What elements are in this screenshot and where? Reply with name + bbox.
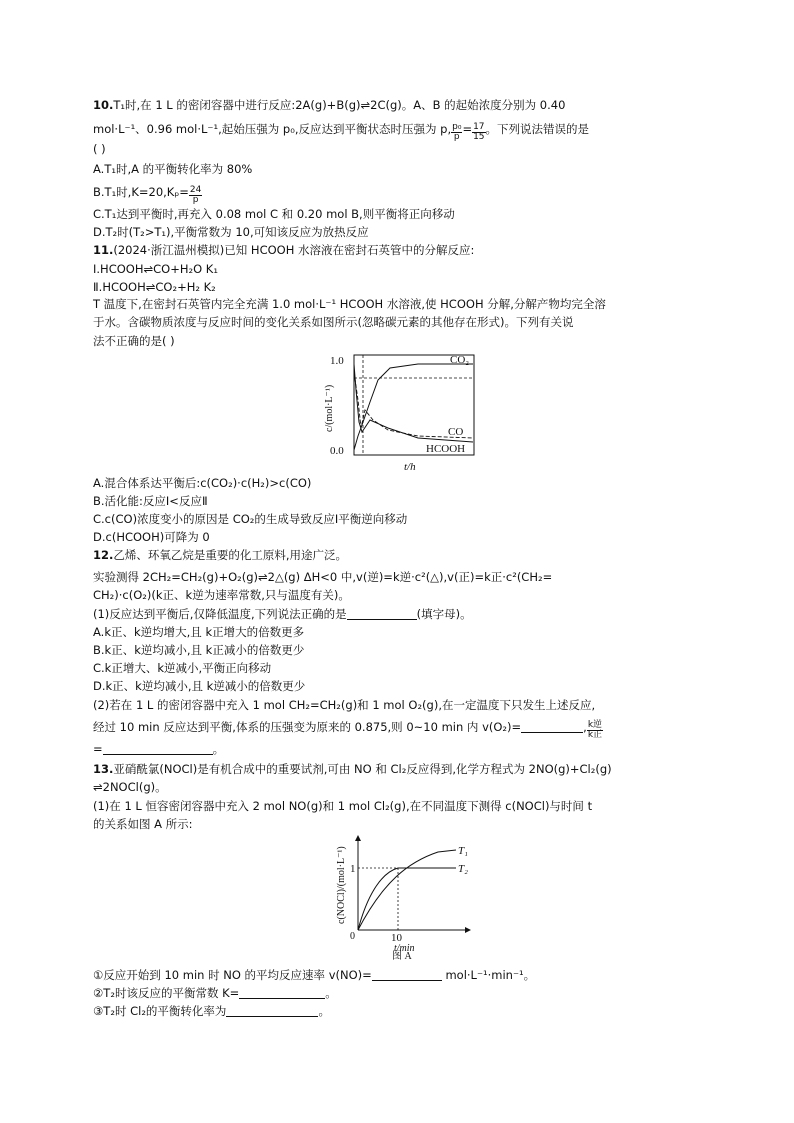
q11-option-a: A.混合体系达平衡后:c(CO₂)·c(H₂)>c(CO) — [93, 476, 312, 490]
q12-v-o2-answer-blank[interactable] — [521, 720, 583, 733]
q12-part2-line3: = 。 — [93, 742, 225, 756]
q12-line3: CH₂)·c(O₂)(k正、k逆为速率常数,只与温度有关)。 — [93, 588, 350, 602]
q10-equals: = — [462, 122, 473, 136]
q10-number: 10. — [93, 98, 114, 112]
q10-fraction-24-p: $\frac{24}{p}$ — [189, 185, 202, 205]
q10-equilibrium-sign: ⇌ — [360, 98, 371, 112]
q10-option-d: D.T₂时(T₂>T₁),平衡常数为 10,可知该反应为放热反应 — [93, 225, 369, 239]
q12-part2-line2: 经过 10 min 反应达到平衡,体系的压强变为原来的 0.875,则 0~10 min 内 v(O₂)= , $\frac{\text{k逆}}{\text{k正}}$ — [93, 720, 603, 740]
q12-k-ratio-answer-blank[interactable] — [103, 742, 213, 755]
q13-sub3: ③T₂时 Cl₂的平衡转化率为 。 — [93, 1004, 330, 1018]
q13-conversion-answer-blank[interactable] — [226, 1004, 318, 1017]
q13-sub2: ②T₂时该反应的平衡常数 K= 。 — [93, 986, 337, 1000]
q11-option-c: C.c(CO)浓度变小的原因是 CO₂的生成导致反应Ⅰ平衡逆向移动 — [93, 512, 408, 526]
q12-option-d: D.k正、k逆均减小,且 k逆减小的倍数更少 — [93, 679, 306, 693]
q10-fraction-p0-p: $\frac{\text{p₀}}{p}$ — [452, 122, 462, 142]
q12-option-b: B.k正、k逆均减小,且 k正减小的倍数更少 — [93, 643, 305, 657]
chart2-x-axis-label: t/min — [394, 943, 415, 954]
q10-text-2b: 。下列说法错误的是 — [485, 122, 590, 136]
q12-k-ratio-fraction: $\frac{\text{k逆}}{\text{k正}}$ — [587, 720, 603, 740]
q11-reaction-2: Ⅱ.HCOOH⇌CO₂+H₂ K₂ — [93, 280, 216, 294]
q13-sub1: ①反应开始到 10 min 时 NO 的平均反应速率 v(NO)= mol·L⁻¹·min⁻¹。 — [93, 968, 536, 982]
q12-part2-line1: (2)若在 1 L 的密闭容器中充入 1 mol CH₂=CH₂(g)和 1 mol O₂(g),在一定温度下只发生上述反应, — [93, 698, 596, 712]
q10-text-1b: 2C(g)。A、B 的起始浓度分别为 0.40 — [370, 98, 566, 112]
q13-line2: ⇌2NOCl(g)。 — [93, 780, 167, 794]
q13-figure-a-chart — [328, 832, 478, 960]
q11-line2: T 温度下,在密封石英管内完全充满 1.0 mol·L⁻¹ HCOOH 水溶液,使 HCOOH 分解,分解产物均完全溶 — [93, 297, 606, 311]
q11-line4: 法不正确的是( ) — [93, 334, 175, 348]
q11-reaction-1: Ⅰ.HCOOH⇌CO+H₂O K₁ — [93, 262, 218, 276]
q13-line1: 13.亚硝酰氯(NOCl)是有机合成中的重要试剂,可由 NO 和 Cl₂反应得到,化学方程式为 2NO(g)+Cl₂(g) — [93, 762, 612, 776]
q10-line1 — [93, 98, 565, 113]
q11-number: 11. — [93, 243, 114, 257]
q12-option-a: A.k正、k逆均增大,且 k正增大的倍数更多 — [93, 625, 305, 639]
chart1-ytick-top: 1.0 — [330, 355, 344, 367]
q10-fraction-17-15: $\frac{17}{15}$ — [473, 122, 485, 142]
chart2-caption: 图 A — [392, 951, 412, 960]
q10-line2 — [93, 122, 589, 142]
q12-part1-answer-blank[interactable] — [347, 607, 417, 620]
q12-part1: (1)反应达到平衡后,仅降低温度,下列说法正确的是 (填字母)。 — [93, 607, 472, 621]
q11-line1: 11.(2024·浙江温州模拟)已知 HCOOH 水溶液在密封石英管中的分解反应: — [93, 243, 475, 257]
q11-line3: 于水。含碳物质浓度与反应时间的变化关系如图所示(忽略碳元素的其他存在形式)。下列有关说 — [93, 315, 574, 329]
q10-answer-paren: ( ) — [93, 142, 106, 156]
q13-line4: 的关系如图 A 所示: — [93, 817, 193, 831]
chart2-xtick-10: 10 — [391, 932, 402, 944]
chart1-ytick-bottom: 0.0 — [330, 445, 344, 457]
q12-line2: 实验测得 2CH₂=CH₂(g)+O₂(g)⇌2△(g) ΔH<0 中,v(逆)=k逆·c²(△),v(正)=k正·c²(CH₂= — [93, 570, 553, 584]
chart1-x-axis-label: t/h — [404, 461, 416, 473]
q11-option-d: D.c(HCOOH)可降为 0 — [93, 530, 210, 544]
q10-text-2a: mol·L⁻¹、0.96 mol·L⁻¹,起始压强为 p₀,反应达到平衡状态时压强为 p, — [93, 122, 452, 136]
chart1-frame — [354, 355, 474, 455]
q13-line3: (1)在 1 L 恒容密闭容器中充入 2 mol NO(g)和 1 mol Cl₂(g),在不同温度下测得 c(NOCl)与时间 t — [93, 799, 593, 813]
chart2-t2-curve — [358, 868, 456, 930]
q10-option-b: B.T₁时,K=20,Kₚ= $\frac{24}{p}$ — [93, 185, 202, 205]
q11-option-b: B.活化能:反应Ⅰ<反应Ⅱ — [93, 494, 208, 508]
chart2-y-axis-label: c(NOCl)/(mol·L⁻¹) — [336, 846, 347, 924]
q13-v-no-answer-blank[interactable] — [372, 968, 442, 981]
q13-k-answer-blank[interactable] — [239, 986, 325, 999]
q12-number: 12. — [93, 548, 114, 562]
q10-text-1a: T₁时,在 1 L 的密闭容器中进行反应:2A(g)+B(g) — [113, 98, 361, 112]
chart2-origin: 0 — [350, 931, 355, 942]
q13-number: 13. — [93, 762, 114, 776]
chart2-label-t1: T₁ — [458, 845, 468, 857]
q10-option-c: C.T₁达到平衡时,再充入 0.08 mol C 和 0.20 mol B,则平衡将正向移动 — [93, 207, 455, 221]
chart2-label-t2: T₂ — [458, 863, 468, 875]
q12-option-c: C.k正增大、k逆减小,平衡正向移动 — [93, 661, 272, 675]
chart1-label-hcooh: HCOOH — [426, 443, 466, 455]
chart1-label-co: CO — [448, 426, 464, 438]
q12-line1: 12.乙烯、环氧乙烷是重要的化工原料,用途广泛。 — [93, 548, 348, 562]
chart1-y-axis-label: c/(mol·L⁻¹) — [324, 384, 335, 432]
q11-concentration-chart — [318, 350, 483, 475]
chart2-t1-curve — [358, 850, 456, 930]
chart1-label-co2: CO₂ — [450, 354, 470, 366]
q10-option-a: A.T₁时,A 的平衡转化率为 80% — [93, 162, 253, 176]
chart2-ytick-1: 1 — [350, 863, 356, 875]
